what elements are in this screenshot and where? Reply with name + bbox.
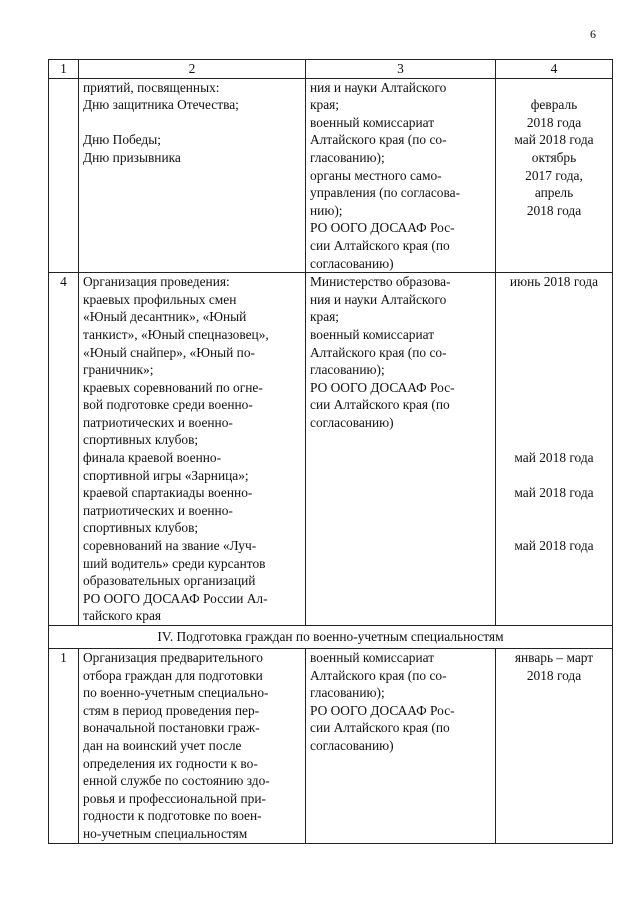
event-line: Дню защитника Отечества; [83, 97, 239, 113]
header-cell-2: 2 [79, 60, 306, 79]
row-number-cell: 1 [49, 649, 79, 844]
event-line: краевых профильных смен [83, 291, 237, 307]
section-title: IV. Подготовка граждан по военно-учетным специальностям [49, 626, 613, 649]
deadline-line: февраль [530, 97, 578, 113]
responsible-line: Алтайского края (по со- [310, 344, 447, 360]
event-line: тайского края [83, 608, 162, 624]
event-cell [79, 273, 306, 626]
deadline-cell [496, 78, 613, 273]
event-line: «Юный десантник», «Юный [83, 309, 247, 325]
event-line: Организация проведения: [83, 274, 230, 290]
event-line: дан на воинский учет после [83, 737, 242, 753]
header-cell-4: 4 [496, 60, 613, 79]
table-row [49, 78, 613, 273]
deadline-line: январь – март [514, 650, 594, 665]
responsible-line: края; [310, 309, 340, 325]
event-line: танкист», «Юный спецназовец», [83, 326, 269, 342]
header-cell-3: 3 [306, 60, 496, 79]
event-line: финала краевой военно- [83, 450, 222, 466]
event-line: годности к подготовке по воен- [83, 808, 262, 824]
deadline-line: май 2018 года [514, 132, 594, 148]
responsible-line: гласованию); [310, 685, 385, 701]
row-number-cell [49, 78, 79, 273]
deadline-line: май 2018 года [514, 450, 594, 466]
deadline-line: 2018 года [526, 114, 582, 130]
responsible-line: гласованию); [310, 362, 385, 378]
table-row [49, 649, 613, 844]
section-heading-row [49, 626, 613, 649]
responsible-line: сии Алтайского края (по [310, 237, 450, 253]
responsible-line: органы местного само- [310, 167, 442, 183]
event-line: ровья и профессиональной при- [83, 790, 266, 806]
responsible-line: сии Алтайского края (по [310, 720, 450, 736]
event-line: РО ООГО ДОСААФ России Ал- [83, 590, 268, 606]
responsible-line: Алтайского края (по со- [310, 667, 447, 683]
event-line: спортивных клубов; [83, 432, 199, 448]
responsible-line: РО ООГО ДОСААФ Рос- [310, 379, 455, 395]
deadline-line: 2017 года, [525, 167, 583, 183]
event-line: ший водитель» среди курсантов [83, 555, 266, 571]
deadline-line: октябрь [531, 149, 577, 165]
row-number-cell: 4 [49, 273, 79, 626]
deadline-cell [496, 649, 613, 844]
deadline-line: 2018 года [526, 202, 582, 218]
responsible-cell [306, 649, 496, 844]
responsible-line: согласованию) [310, 737, 394, 753]
deadline-line: май 2018 года [514, 538, 594, 554]
event-line: вой подготовке среди военно- [83, 397, 253, 413]
responsible-line: РО ООГО ДОСААФ Рос- [310, 702, 455, 718]
deadline-line: май 2018 года [514, 485, 594, 501]
responsible-cell [306, 78, 496, 273]
event-line: воначальной постановки граж- [83, 720, 260, 736]
responsible-line: Министерство образова- [310, 274, 451, 290]
event-line: определения их годности к во- [83, 755, 258, 771]
event-cell [79, 78, 306, 273]
event-line: стям в период проведения пер- [83, 702, 260, 718]
responsible-line: ния и науки Алтайского [310, 291, 447, 307]
event-line: патриотических и военно- [83, 414, 233, 430]
responsible-line: сии Алтайского края (по [310, 397, 450, 413]
responsible-line: согласованию) [310, 255, 394, 271]
responsible-line: края; [310, 97, 340, 113]
event-line: Дню Победы; [83, 132, 161, 148]
event-line: отбора граждан для подготовки [83, 667, 263, 683]
deadline-line: июнь 2018 года [509, 274, 599, 290]
responsible-line: Алтайского края (по со- [310, 132, 447, 148]
event-line: но-учетным специальностям [83, 825, 248, 841]
event-line: граничник»; [83, 362, 154, 378]
responsible-line: ния и науки Алтайского [310, 79, 447, 95]
plan-table [48, 59, 613, 844]
responsible-line: военный комиссариат [310, 326, 435, 342]
event-line: спортивной игры «Зарница»; [83, 467, 249, 483]
table-header-row [49, 60, 613, 79]
responsible-line: нию); [310, 202, 343, 218]
responsible-line: военный комиссариат [310, 650, 435, 665]
event-line: Дню призывника [83, 149, 181, 165]
page-number: 6 [590, 27, 596, 41]
responsible-line: управления (по согласова- [310, 185, 461, 201]
event-line: соревнований на звание «Луч- [83, 538, 257, 554]
deadline-line: 2018 года [526, 667, 582, 683]
event-line: спортивных клубов; [83, 520, 199, 536]
deadline-line: апрель [534, 185, 574, 201]
responsible-line: РО ООГО ДОСААФ Рос- [310, 220, 455, 236]
event-line: патриотических и военно- [83, 502, 233, 518]
event-cell [79, 649, 306, 844]
header-cell-1: 1 [49, 60, 79, 79]
responsible-cell [306, 273, 496, 626]
responsible-line: гласованию); [310, 149, 385, 165]
responsible-line: согласованию) [310, 414, 394, 430]
event-line: Организация предварительного [83, 650, 263, 665]
event-line: приятий, посвященных: [83, 79, 220, 95]
event-line: по военно-учетным специально- [83, 685, 269, 701]
deadline-cell [496, 273, 613, 626]
event-line: «Юный снайпер», «Юный по- [83, 344, 256, 360]
event-line: краевой спартакиады военно- [83, 485, 253, 501]
table-row [49, 273, 613, 626]
responsible-line: военный комиссариат [310, 114, 435, 130]
event-line: краевых соревнований по огне- [83, 379, 263, 395]
event-line: образовательных организаций [83, 573, 256, 589]
event-line: енной службе по состоянию здо- [83, 773, 270, 789]
